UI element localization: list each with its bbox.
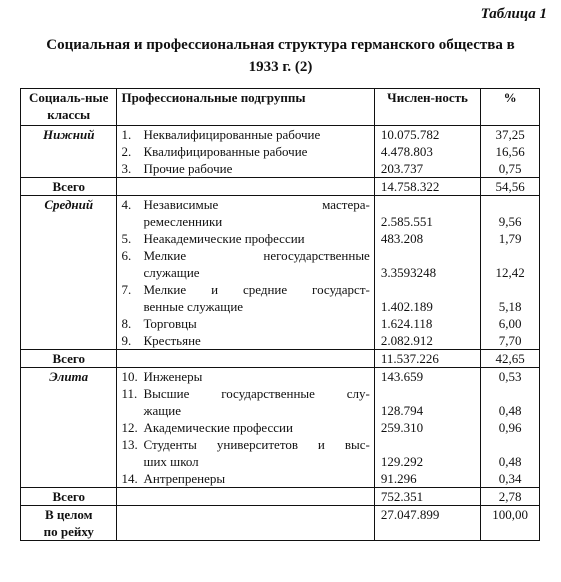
middle-total-percent: 42,65	[481, 350, 540, 368]
subgroup-number: 11.	[121, 386, 138, 401]
subgroup-name-line: Крестьяне	[143, 333, 201, 348]
lower-class-label: Нижний	[21, 126, 117, 178]
elite-class-row	[21, 368, 540, 488]
subgroup-percent: 5,18	[498, 299, 522, 314]
middle-total-label: Всего	[21, 350, 117, 368]
lower-values	[374, 126, 480, 178]
spacer	[485, 385, 535, 402]
subgroup-item	[121, 436, 369, 470]
subgroup-item	[121, 419, 369, 436]
elite-total-row	[21, 488, 540, 506]
subgroup-name	[143, 368, 369, 385]
subgroup-count: 2.585.551	[380, 214, 433, 229]
subgroup-number: 1.	[121, 127, 132, 142]
spacer	[485, 436, 535, 453]
subgroup-number: 9.	[121, 333, 132, 348]
middle-percents	[481, 196, 540, 350]
header-count: Числен-ность	[374, 89, 480, 126]
grand-total-label-line: В целом	[44, 507, 93, 522]
subgroup-name-line: Антрепренеры	[143, 471, 226, 486]
middle-total-empty	[117, 350, 374, 368]
header-professional-subgroups: Профессиональные подгруппы	[117, 89, 374, 126]
subgroup-name-line: Неквалифицированные рабочие	[143, 127, 321, 142]
subgroup-count: 129.292	[380, 454, 424, 469]
subgroup-percent: 9,56	[498, 214, 522, 229]
subgroup-name	[143, 143, 369, 160]
table-title	[0, 34, 561, 78]
lower-class-row	[21, 126, 540, 178]
subgroup-item	[121, 368, 369, 385]
subgroup-percent: 0,48	[498, 403, 522, 418]
subgroup-count: 3.3593248	[380, 265, 437, 280]
subgroup-item	[121, 385, 369, 419]
elite-subgroups	[117, 368, 374, 488]
subgroup-number: 14.	[121, 471, 138, 486]
grand-total-row	[21, 506, 540, 541]
header-social-classes: Социаль-ные классы	[21, 89, 117, 126]
spacer	[381, 247, 476, 264]
elite-total-empty	[117, 488, 374, 506]
subgroup-number: 12.	[121, 420, 138, 435]
subgroup-name-line: Торговцы	[143, 316, 197, 331]
subgroup-name	[143, 126, 369, 143]
subgroup-name	[143, 196, 369, 230]
subgroup-item	[121, 230, 369, 247]
elite-percents	[481, 368, 540, 488]
middle-class-label: Средний	[21, 196, 117, 350]
subgroup-percent: 0,75	[498, 161, 522, 176]
subgroup-percent: 16,56	[495, 144, 525, 159]
middle-total-row	[21, 350, 540, 368]
lower-total-empty	[117, 178, 374, 196]
subgroup-item	[121, 196, 369, 230]
subgroup-percent: 6,00	[498, 316, 522, 331]
subgroup-number: 3.	[121, 161, 132, 176]
elite-values	[374, 368, 480, 488]
middle-class-row	[21, 196, 540, 350]
subgroup-name-line: Мелкие негосударственные	[143, 248, 370, 263]
middle-total-value: 11.537.226	[374, 350, 480, 368]
subgroup-name-line: Квалифицированные рабочие	[143, 144, 308, 159]
subgroup-name	[143, 470, 369, 487]
subgroup-number: 2.	[121, 144, 132, 159]
spacer	[485, 196, 535, 213]
spacer	[485, 247, 535, 264]
subgroup-name	[143, 385, 369, 419]
subgroup-name	[143, 247, 369, 281]
subgroup-number: 6.	[121, 248, 132, 263]
lower-percents	[481, 126, 540, 178]
grand-total-percent: 100,00	[481, 506, 540, 541]
lower-subgroups	[117, 126, 374, 178]
grand-total-value: 27.047.899	[374, 506, 480, 541]
subgroup-count: 2.082.912	[380, 333, 433, 348]
subgroup-item	[121, 315, 369, 332]
subgroup-percent: 0,96	[498, 420, 522, 435]
elite-class-label: Элита	[21, 368, 117, 488]
subgroup-name-line: Инженеры	[143, 369, 203, 384]
subgroup-item	[121, 332, 369, 349]
table-number: Таблица 1	[480, 6, 547, 22]
subgroup-count: 259.310	[380, 420, 424, 435]
spacer	[381, 196, 476, 213]
subgroup-name	[143, 230, 369, 247]
header-row	[21, 89, 540, 126]
grand-total-label	[21, 506, 117, 541]
subgroup-name-line: ших школ	[143, 454, 199, 469]
subgroup-name-line: Высшие государственные слу-	[143, 386, 370, 401]
subgroup-number: 13.	[121, 437, 138, 452]
spacer	[485, 281, 535, 298]
subgroup-item	[121, 470, 369, 487]
subgroup-name	[143, 419, 369, 436]
subgroup-name	[143, 160, 369, 177]
subgroup-item	[121, 281, 369, 315]
lower-total-row	[21, 178, 540, 196]
table-body	[21, 126, 540, 541]
middle-subgroups	[117, 196, 374, 350]
middle-values	[374, 196, 480, 350]
spacer	[381, 385, 476, 402]
subgroup-percent: 7,70	[498, 333, 522, 348]
subgroup-percent: 1,79	[498, 231, 522, 246]
subgroup-name-line: жащие	[143, 403, 181, 418]
elite-total-percent: 2,78	[481, 488, 540, 506]
subgroup-number: 7.	[121, 282, 132, 297]
subgroup-name	[143, 436, 369, 470]
title-line-1: Социальная и профессиональная структура германского общества в	[46, 37, 515, 53]
subgroup-count: 203.737	[380, 161, 424, 176]
subgroup-count: 4.478.803	[380, 144, 433, 159]
subgroup-name	[143, 315, 369, 332]
subgroup-count: 143.659	[380, 369, 424, 384]
subgroup-name-line: Мелкие и средние государст-	[143, 282, 370, 297]
subgroup-number: 4.	[121, 197, 132, 212]
subgroup-number: 5.	[121, 231, 132, 246]
subgroup-count: 128.794	[380, 403, 424, 418]
subgroup-number: 10.	[121, 369, 138, 384]
subgroup-item	[121, 247, 369, 281]
subgroup-name-line: Прочие рабочие	[143, 161, 233, 176]
subgroup-number: 8.	[121, 316, 132, 331]
elite-total-label: Всего	[21, 488, 117, 506]
elite-total-value: 752.351	[374, 488, 480, 506]
subgroup-percent: 0,34	[498, 471, 522, 486]
spacer	[381, 281, 476, 298]
subgroup-name-line: венные служащие	[143, 299, 244, 314]
subgroup-name-line: Студенты университетов и выс-	[143, 437, 370, 452]
subgroup-name-line: Независимые мастера-	[143, 197, 370, 212]
subgroup-percent: 0,53	[498, 369, 522, 384]
subgroup-count: 483.208	[380, 231, 424, 246]
subgroup-percent: 0,48	[498, 454, 522, 469]
subgroup-item	[121, 126, 369, 143]
subgroup-name	[143, 281, 369, 315]
lower-total-label: Всего	[21, 178, 117, 196]
subgroup-count: 1.402.189	[380, 299, 433, 314]
subgroup-name-line: ремесленники	[143, 214, 223, 229]
spacer	[381, 436, 476, 453]
header-percent: %	[481, 89, 540, 126]
title-line-2: 1933 г. (2)	[248, 59, 313, 75]
subgroup-item	[121, 143, 369, 160]
subgroup-percent: 12,42	[495, 265, 525, 280]
subgroup-name-line: Академические профессии	[143, 420, 293, 435]
subgroup-name	[143, 332, 369, 349]
lower-total-value: 14.758.322	[374, 178, 480, 196]
subgroup-name-line: Неакадемические профессии	[143, 231, 305, 246]
subgroup-count: 1.624.118	[380, 316, 433, 331]
grand-total-empty	[117, 506, 374, 541]
subgroup-count: 91.296	[380, 471, 417, 486]
grand-total-label-line: по рейху	[43, 524, 94, 539]
lower-total-percent: 54,56	[481, 178, 540, 196]
subgroup-percent: 37,25	[495, 127, 525, 142]
subgroup-item	[121, 160, 369, 177]
subgroup-name-line: служащие	[143, 265, 200, 280]
social-structure-table	[20, 88, 540, 541]
subgroup-count: 10.075.782	[380, 127, 440, 142]
